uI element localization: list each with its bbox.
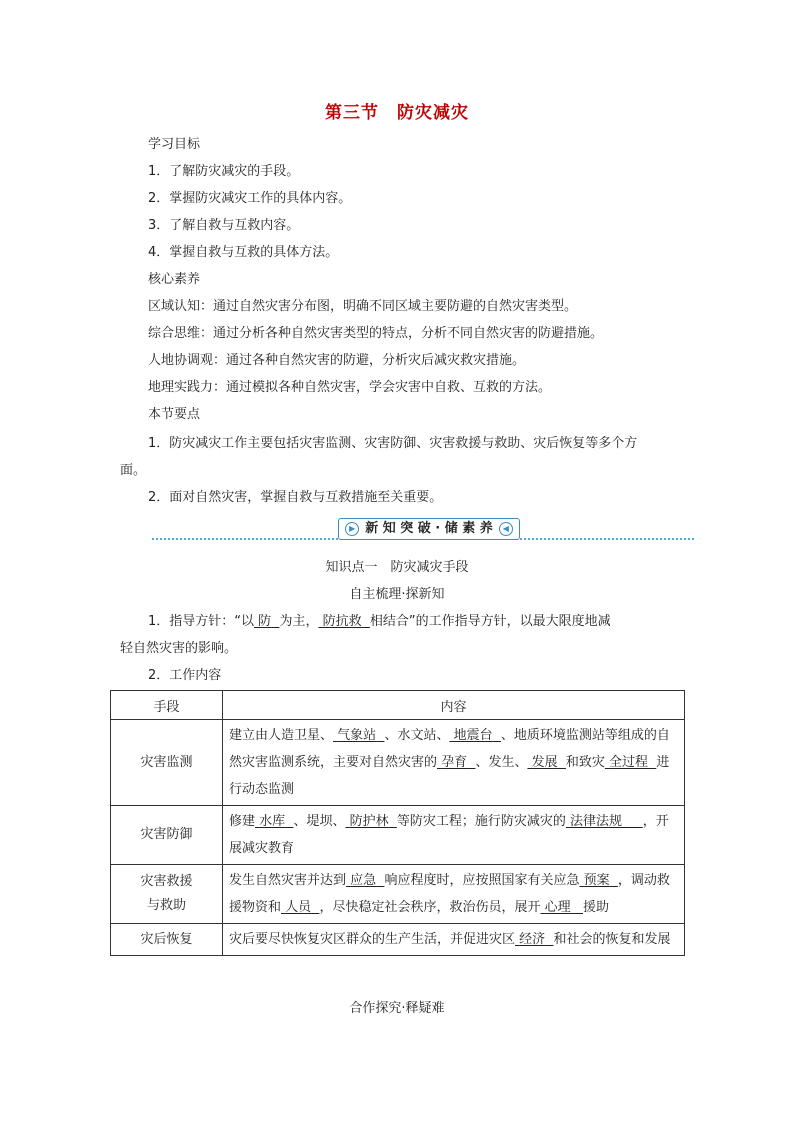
row-content: 灾后要尽快恢复灾区群众的生产生活，并促进灾区 经济 和社会的恢复和发展	[223, 924, 685, 956]
table-row	[111, 865, 685, 924]
banner-label: 新 知 突 破 · 储 素 养	[365, 521, 493, 536]
page-title: 第三节 防灾减灾	[325, 103, 469, 123]
row-content: 修建 水库 、堤坝、 防护林 等防灾工程；施行防灾减灾的 法律法规 ，开展减灾教育	[223, 806, 685, 865]
keypoints-heading: 本节要点	[148, 407, 201, 422]
objectives-heading: 学习目标	[148, 137, 201, 152]
row-name: 灾后恢复	[111, 924, 223, 956]
keypoint-2: 2．面对自然灾害，掌握自救与互救措施至关重要。	[148, 490, 443, 505]
row-content: 发生自然灾害并达到 应急 响应程度时，应按照国家有关应急 预案 ，调动救援物资和 人员 ，尽快稳定社会秩序，救治伤员，展开 心理 援助	[223, 865, 685, 924]
objective-item: 4．掌握自救与互救的具体方法。	[148, 245, 339, 260]
section-title: 知识点一 防灾减灾手段	[325, 560, 469, 575]
blank-answer: 防	[258, 614, 272, 629]
table-row	[111, 720, 685, 806]
subsection-title: 自主梳理·探新知	[349, 587, 445, 602]
section-banner	[152, 518, 694, 540]
objective-item: 3．了解自救与互救内容。	[148, 218, 300, 233]
keypoint-1: 1．防灾减灾工作主要包括灾害监测、灾害防御、灾害救援与救助、灾后恢复等多个方	[148, 436, 638, 451]
row-name: 灾害救援 与救助	[111, 865, 223, 924]
blank-answer: 防抗救	[322, 614, 362, 629]
literacy-item: 区域认知：通过自然灾害分布图，明确不同区域主要防避的自然灾害类型。	[148, 299, 578, 314]
literacy-item: 综合思维：通过分析各种自然灾害类型的特点，分析不同自然灾害的防避措施。	[148, 326, 604, 341]
row-content: 建立由人造卫星、 气象站 、水文站、 地震台 、地质环境监测站等组成的自然灾害监测系统，主要对自然灾害的 孕育 、发生、 发展 和致灾 全过程 进行动态监测	[223, 720, 685, 806]
table-header-row	[111, 691, 685, 720]
work-heading: 2．工作内容	[148, 668, 222, 683]
objective-item: 1．了解防灾减灾的手段。	[148, 164, 300, 179]
row-name: 灾害防御	[111, 806, 223, 865]
play-right-icon: ▶	[345, 522, 359, 536]
table-row	[111, 806, 685, 865]
objective-item: 2．掌握防灾减灾工作的具体内容。	[148, 191, 352, 206]
guideline-continued: 轻自然灾害的影响。	[120, 641, 238, 656]
keypoint-1-continued: 面。	[120, 463, 147, 478]
footer-section-title: 合作探究·释疑难	[349, 1001, 445, 1016]
column-header: 内容	[223, 691, 685, 720]
literacy-heading: 核心素养	[148, 272, 201, 287]
banner-box	[338, 518, 520, 540]
guideline-line: 1．指导方针：“以 防 为主， 防抗救 相结合”的工作指导方针，以最大限度地减	[148, 614, 611, 629]
literacy-item: 人地协调观：通过各种自然灾害的防避，分析灾后减灾救灾措施。	[148, 353, 526, 368]
literacy-item: 地理实践力：通过模拟各种自然灾害，学会灾害中自救、互救的方法。	[148, 380, 552, 395]
row-name: 灾害监测	[111, 720, 223, 806]
column-header: 手段	[111, 691, 223, 720]
table-row	[111, 924, 685, 956]
work-content-table	[110, 690, 685, 956]
play-left-icon: ◀	[499, 522, 513, 536]
